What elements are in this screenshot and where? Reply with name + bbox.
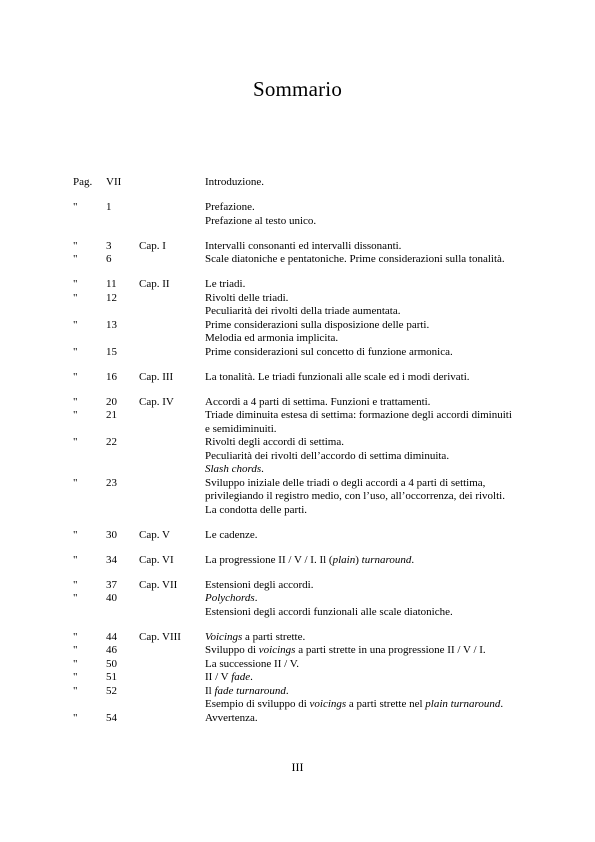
toc-title — [205, 450, 449, 464]
toc-title — [205, 631, 305, 645]
toc-label: " — [73, 201, 78, 213]
toc-title — [205, 592, 257, 606]
toc-title-segment: privilegiando il registro medio, con l’uso, all’occorrenza, dei rivolti. — [205, 490, 505, 502]
toc-title-segment: Prime considerazioni sulla disposizione delle parti. — [205, 318, 430, 331]
toc-title-segment: Rivolti delle triadi. — [205, 291, 289, 304]
group-spacer — [0, 542, 595, 554]
toc-title-segment: Prefazione. — [205, 201, 255, 213]
toc-title — [205, 278, 245, 292]
toc-entry — [0, 685, 595, 699]
toc-title — [205, 554, 414, 568]
toc-page-number: 22 — [106, 436, 117, 448]
toc-title-segment: Esempio di sviluppo di — [205, 698, 310, 710]
toc-title — [205, 409, 512, 423]
toc-chapter: Cap. II — [139, 278, 170, 290]
toc-page-number: 13 — [106, 318, 117, 331]
toc-title-segment: Scale diatoniche e pentatoniche. Prime considerazioni sulla tonalità. — [205, 253, 505, 265]
toc-title-italic-segment: Polychords — [205, 592, 255, 604]
toc-title-segment: Le cadenze. — [205, 528, 258, 541]
toc-title — [205, 504, 307, 518]
toc-title-segment: . — [500, 698, 504, 710]
toc-title-segment: Sviluppo iniziale delle triadi o degli accordi a 4 parti di settima, — [205, 476, 486, 489]
toc-title — [205, 606, 453, 620]
toc-title — [205, 490, 505, 504]
toc-label: " — [73, 278, 78, 290]
toc-page-number: 3 — [106, 239, 112, 252]
toc-title-italic-segment: Voicings — [205, 630, 243, 643]
group-spacer — [0, 517, 595, 529]
toc-title-segment: Peculiarità dei rivolti dell’accordo di settima diminuita. — [205, 449, 450, 462]
toc-label: " — [73, 409, 78, 421]
toc-title-segment: . — [285, 684, 289, 697]
toc-title-italic-segment: fade turnaround — [214, 684, 286, 697]
toc-title-segment: a parti strette nel — [346, 698, 426, 710]
toc-title-segment: ) — [355, 553, 362, 566]
toc-title — [205, 712, 258, 726]
toc-title-segment: . — [411, 553, 415, 566]
toc-label: " — [73, 528, 78, 541]
toc-title-segment: . — [254, 592, 258, 604]
toc-title — [205, 658, 299, 672]
toc-label: " — [73, 657, 78, 670]
toc-title — [205, 463, 264, 477]
toc-chapter: Cap. V — [139, 528, 170, 541]
toc-title-italic-segment: plain turnaround — [425, 698, 501, 710]
toc-title-segment: Le triadi. — [205, 278, 246, 290]
toc-title-segment: II / V — [205, 671, 232, 683]
toc-title — [205, 685, 289, 699]
toc-title-segment: a parti strette in una progressione II / V / I. — [295, 644, 486, 656]
toc-page-number: 54 — [106, 711, 117, 724]
toc-title-segment: Prime considerazioni sul concetto di funzione armonica. — [205, 345, 453, 358]
group-spacer — [0, 267, 595, 279]
toc-title — [205, 644, 486, 658]
toc-title-italic-segment: Slash chords — [205, 463, 262, 475]
toc-entry — [0, 529, 595, 543]
toc-title-segment: La progressione II / V / I. Il ( — [205, 553, 333, 566]
group-spacer — [0, 384, 595, 396]
toc-title-segment: Avvertenza. — [205, 711, 258, 724]
toc-title-segment: La condotta delle parti. — [205, 503, 308, 516]
toc-label: " — [73, 684, 78, 697]
toc-title-segment: . — [250, 671, 253, 683]
toc-title-segment: Intervalli consonanti ed intervalli dissonanti. — [205, 239, 402, 252]
group-spacer — [0, 619, 595, 631]
toc-entry — [0, 423, 595, 437]
toc-title-italic-segment: turnaround — [361, 553, 412, 566]
toc-entry — [0, 658, 595, 672]
toc-title-segment: Rivolti degli accordi di settima. — [205, 436, 344, 448]
toc-label: " — [73, 630, 78, 643]
toc-title — [205, 579, 313, 593]
toc-entry — [0, 712, 595, 726]
toc-entry — [0, 332, 595, 346]
toc-entry — [0, 463, 595, 477]
toc-title — [205, 396, 430, 410]
toc-page-number: 30 — [106, 528, 117, 541]
toc-entry — [0, 436, 595, 450]
toc-page-number: 51 — [106, 671, 117, 683]
toc-title-segment: Sviluppo di — [205, 644, 259, 656]
toc-title-italic-segment: voicings — [309, 698, 347, 710]
toc-title-italic-segment: plain — [332, 553, 356, 566]
toc-title — [205, 292, 288, 306]
toc-page-number: 15 — [106, 345, 117, 358]
toc-entry — [0, 305, 595, 319]
toc-entry — [0, 278, 595, 292]
toc-page-number: 11 — [106, 278, 117, 290]
toc-label: " — [73, 553, 78, 566]
toc-page-number: 34 — [106, 553, 117, 566]
toc-title-segment: Introduzione. — [205, 176, 264, 188]
toc-entry — [0, 201, 595, 215]
toc-entry — [0, 371, 595, 385]
toc-chapter: Cap. VIII — [139, 630, 181, 643]
toc-page-number: 40 — [106, 592, 117, 604]
toc-page-number: 1 — [106, 201, 112, 213]
toc-chapter: Cap. I — [139, 239, 166, 252]
toc-title — [205, 240, 401, 254]
toc-page-number: 50 — [106, 657, 117, 670]
toc-title — [205, 423, 277, 437]
toc-page-number: 46 — [106, 644, 117, 656]
toc-title-segment: La tonalità. Le triadi funzionali alle scale ed i modi derivati. — [205, 370, 470, 383]
toc-label: " — [73, 711, 78, 724]
toc-label: " — [73, 370, 78, 383]
toc-title-italic-segment: voicings — [258, 644, 296, 656]
toc-label: " — [73, 318, 78, 331]
toc-title-segment: Accordi a 4 parti di settima. Funzioni e trattamenti. — [205, 395, 431, 408]
group-spacer — [0, 567, 595, 579]
toc-title-segment: Prefazione al testo unico. — [205, 214, 317, 227]
toc-entry — [0, 698, 595, 712]
toc-label: Pag. — [73, 176, 93, 188]
toc-title — [205, 215, 316, 229]
toc-title-segment: Il — [205, 684, 215, 697]
toc-title-segment: Estensioni degli accordi funzionali alle scale diatoniche. — [205, 605, 453, 618]
toc-label: " — [73, 291, 78, 304]
toc-label: " — [73, 592, 78, 604]
toc-entry — [0, 631, 595, 645]
toc-page-number: 44 — [106, 630, 117, 643]
toc-page-number: 12 — [106, 291, 117, 304]
table-of-contents — [0, 176, 595, 725]
toc-page-number: 6 — [106, 253, 112, 265]
toc-chapter: Cap. III — [139, 370, 174, 383]
page-number: III — [291, 760, 304, 774]
toc-page-number: VII — [106, 176, 122, 188]
toc-page-number: 52 — [106, 684, 117, 697]
toc-title — [205, 332, 338, 346]
toc-entry — [0, 215, 595, 229]
toc-page-number: 23 — [106, 476, 117, 489]
toc-chapter: Cap. VII — [139, 578, 178, 591]
toc-entry — [0, 477, 595, 491]
toc-title-segment: Peculiarità dei rivolti della triade aumentata. — [205, 305, 401, 317]
group-spacer — [0, 228, 595, 240]
toc-entry — [0, 450, 595, 464]
toc-title-segment: Melodia ed armonia implicita. — [205, 332, 339, 344]
toc-title — [205, 319, 429, 333]
toc-chapter: Cap. VI — [139, 553, 174, 566]
toc-chapter: Cap. IV — [139, 395, 174, 408]
toc-title-italic-segment: fade — [231, 671, 251, 683]
toc-title — [205, 201, 255, 215]
toc-entry — [0, 504, 595, 518]
toc-entry — [0, 346, 595, 360]
toc-entry — [0, 409, 595, 423]
toc-label: " — [73, 644, 78, 656]
toc-title-segment: . — [261, 463, 264, 475]
toc-title-segment: a parti strette. — [242, 630, 306, 643]
toc-entry — [0, 176, 595, 190]
toc-entry — [0, 396, 595, 410]
toc-title-segment: e semidiminuiti. — [205, 422, 277, 435]
toc-page-number: 21 — [106, 409, 117, 421]
toc-title-segment: Triade diminuita estesa di settima: formazione degli accordi diminuiti — [205, 409, 512, 421]
page-title: Sommario — [252, 77, 343, 101]
group-spacer — [0, 359, 595, 371]
toc-entry — [0, 606, 595, 620]
toc-title-segment: Estensioni degli accordi. — [205, 578, 314, 591]
toc-page-number: 16 — [106, 370, 117, 383]
toc-title — [205, 671, 253, 685]
toc-title — [205, 176, 264, 190]
toc-entry — [0, 579, 595, 593]
toc-title — [205, 346, 453, 360]
toc-page-number: 37 — [106, 578, 117, 591]
toc-title — [205, 698, 503, 712]
toc-entry — [0, 554, 595, 568]
toc-label: " — [73, 436, 78, 448]
toc-title-segment: La successione II / V. — [205, 657, 299, 670]
toc-entry — [0, 253, 595, 267]
toc-label: " — [73, 345, 78, 358]
toc-label: " — [73, 476, 78, 489]
toc-entry — [0, 671, 595, 685]
toc-entry — [0, 644, 595, 658]
toc-title — [205, 529, 258, 543]
toc-entry — [0, 490, 595, 504]
toc-entry — [0, 319, 595, 333]
toc-label: " — [73, 395, 78, 408]
toc-label: " — [73, 253, 78, 265]
group-spacer — [0, 190, 595, 202]
toc-entry — [0, 592, 595, 606]
toc-page-number: 20 — [106, 395, 117, 408]
toc-title — [205, 371, 470, 385]
toc-label: " — [73, 239, 78, 252]
toc-entry — [0, 240, 595, 254]
toc-label: " — [73, 671, 78, 683]
toc-entry — [0, 292, 595, 306]
toc-title — [205, 253, 505, 267]
toc-title — [205, 477, 485, 491]
toc-title — [205, 436, 344, 450]
toc-title — [205, 305, 400, 319]
toc-label: " — [73, 578, 78, 591]
